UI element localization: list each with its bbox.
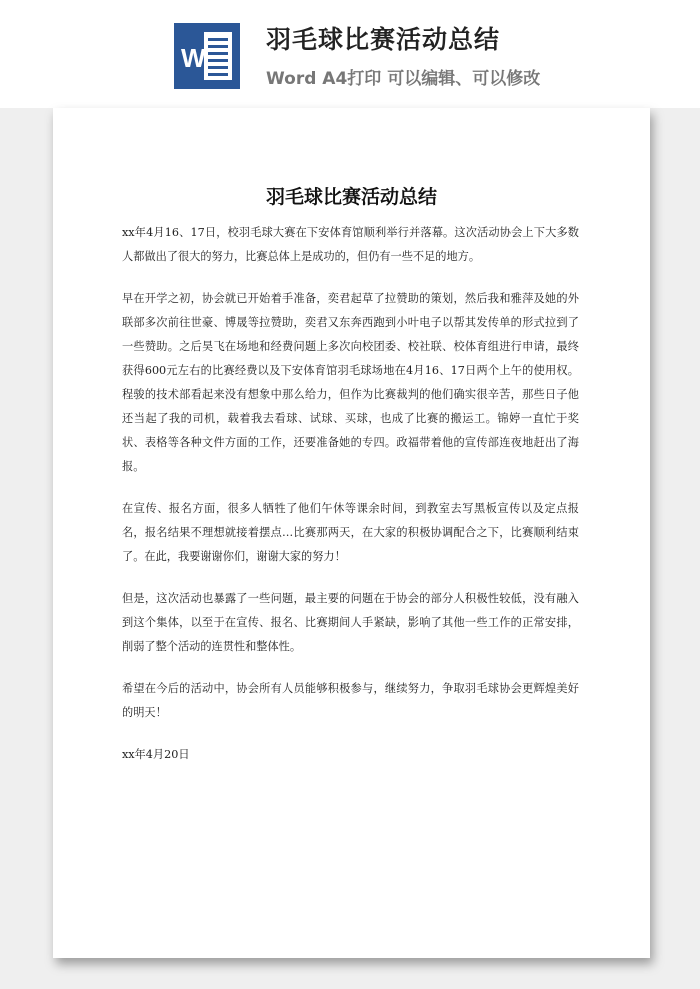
header-title: 羽毛球比赛活动总结 bbox=[266, 25, 501, 54]
svg-text:W: W bbox=[181, 43, 206, 73]
document-date: xx年4月20日 bbox=[122, 748, 190, 761]
document-page bbox=[53, 108, 650, 958]
header-banner bbox=[0, 0, 700, 108]
header-subtitle: Word A4打印 可以编辑、可以修改 bbox=[266, 69, 541, 89]
paragraph-intro: xx年4月16、17日，校羽毛球大赛在下安体育馆顺利举行并落幕。这次活动协会上下大多数人都做出了很大的努力，比赛总体上是成功的，但仍有一些不足的地方。 bbox=[122, 226, 579, 263]
paragraph-hope: 希望在今后的活动中，协会所有人员能够积极参与，继续努力，争取羽毛球协会更辉煌美好的明天！ bbox=[122, 682, 579, 719]
document-title: 羽毛球比赛活动总结 bbox=[265, 186, 437, 208]
paragraph-preparation: 早在开学之初，协会就已开始着手准备，奕君起草了拉赞助的策划，然后我和雅萍及她的外联部多次前往世豪、博晟等拉赞助，奕君又东奔西跑到小叶电子以帮其发传单的形式拉到了一些赞助。之后昊飞在场地和经费问题上多次向校团委、校社联、校体育组进行申请，最终获得600元左右的比赛经费以及下安体育馆羽毛球场地在4月16、17日两个上午的使用权。程骏的技术部看起来没有想象中那么给力，但作为比赛裁判的他们确实很辛苦，那些日子他还当起了我的司机，载着我去看球、试球、买球，也成了比赛的搬运工。锦婷一直忙于奖状、表格等各种文件方面的工作，还要准备她的专四。政福带着他的宣传部连夜地赶出了海报。 bbox=[122, 292, 579, 473]
word-document-icon bbox=[174, 23, 240, 89]
document-body bbox=[122, 221, 579, 785]
paragraph-publicity: 在宣传、报名方面，很多人牺牲了他们午休等课余时间，到教室去写黑板宣传以及定点报名，报名结果不理想就接着摆点…比赛那两天，在大家的积极协调配合之下，比赛顺利结束了。在此，我要谢谢你们，谢谢大家的努力！ bbox=[122, 502, 579, 563]
paragraph-problems: 但是，这次活动也暴露了一些问题，最主要的问题在于协会的部分人积极性较低，没有融入到这个集体，以至于在宣传、报名、比赛期间人手紧缺，影响了其他一些工作的正常安排，削弱了整个活动的连贯性和整体性。 bbox=[122, 592, 579, 653]
